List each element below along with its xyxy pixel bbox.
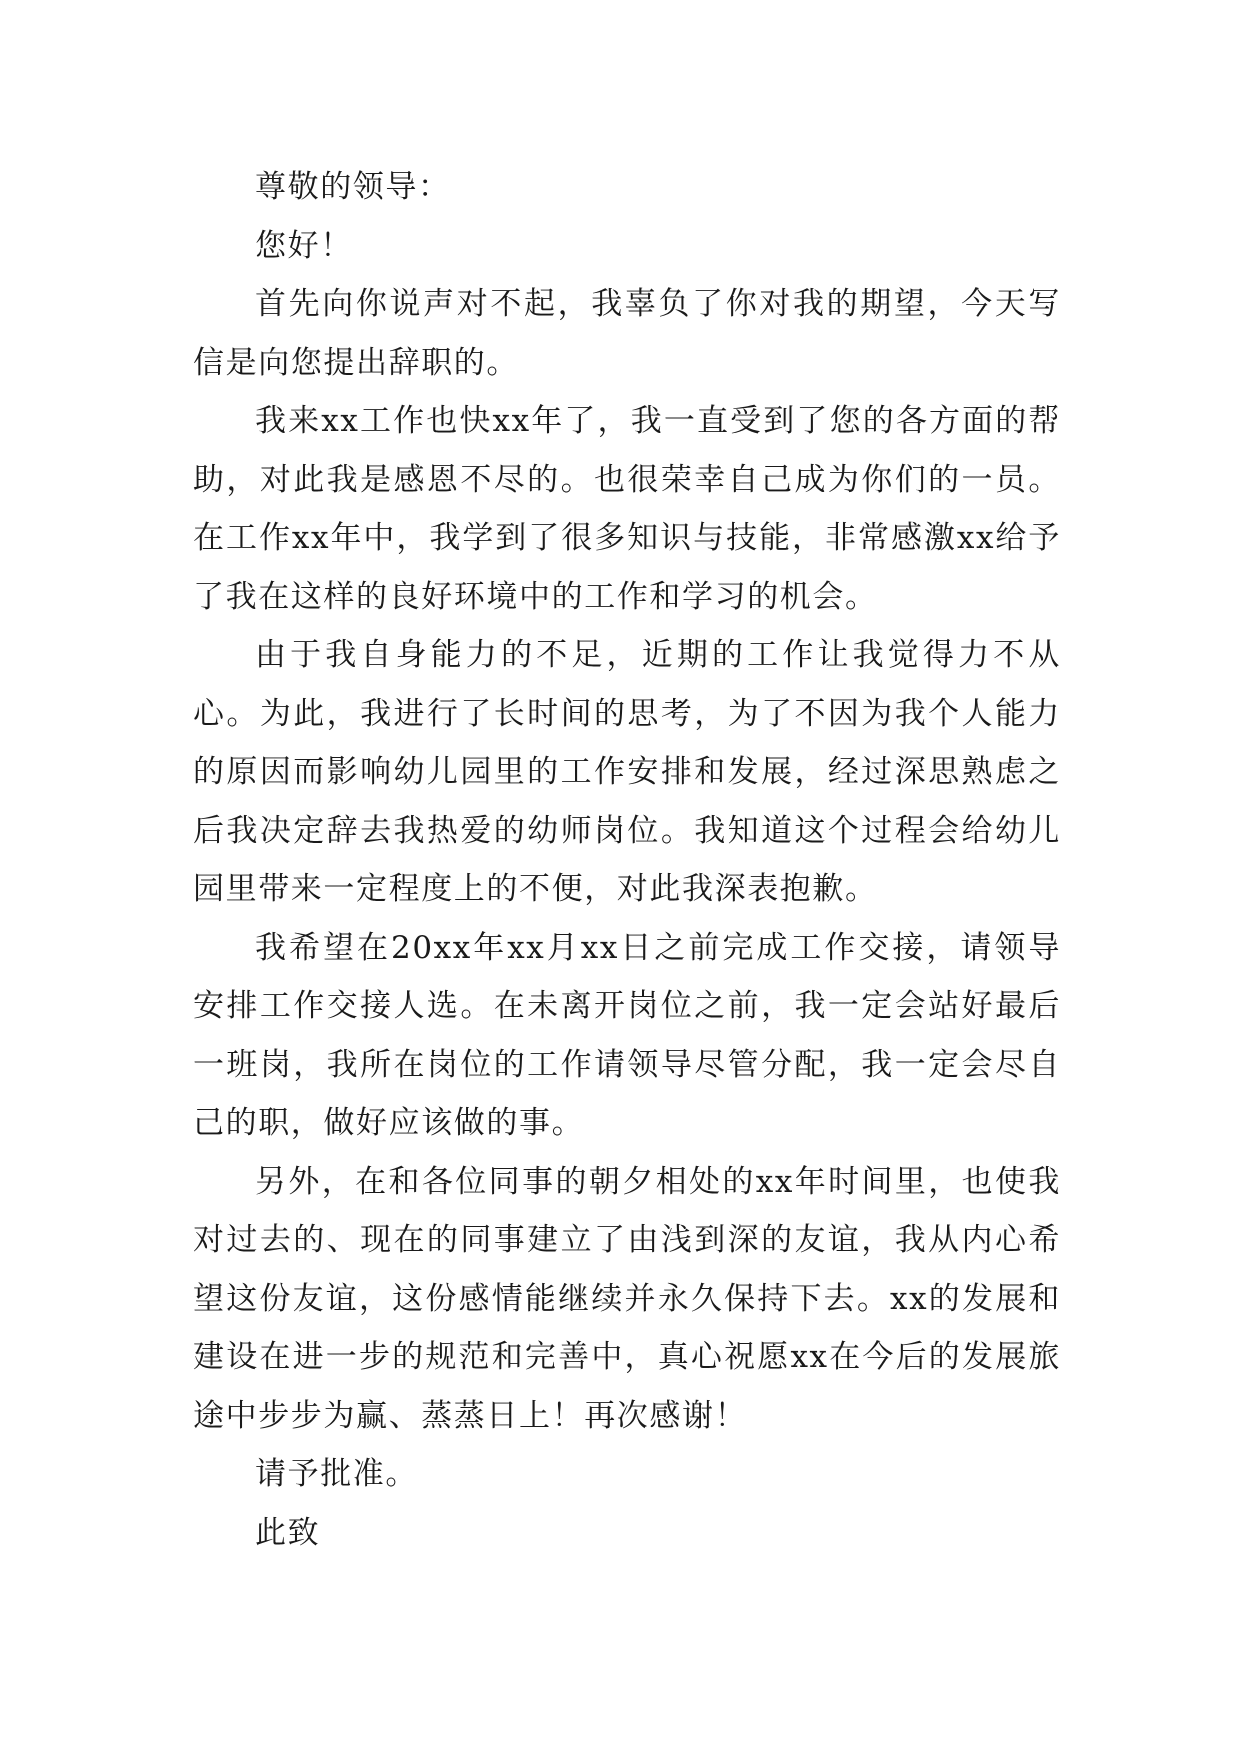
paragraph-handover: 我希望在20xx年xx月xx日之前完成工作交接，请领导安排工作交接人选。在未离开岗位之前，我一定会站好最后一班岗，我所在岗位的工作请领导尽管分配，我一定会尽自己的职，做好应该做的事。	[193, 929, 1061, 1141]
salutation: 尊敬的领导：	[255, 169, 451, 205]
greeting: 您好！	[255, 227, 353, 264]
paragraph-gratitude: 我来xx工作也快xx年了，我一直受到了您的各方面的帮助，对此我是感恩不尽的。也很荣幸自己成为你们的一员。在工作xx年中，我学到了很多知识与技能，非常感激xx给予了我在这样的良好环境中的工作和学习的机会。	[193, 403, 1061, 615]
paragraph-apology: 首先向你说声对不起，我辜负了你对我的期望，今天写信是向您提出辞职的。	[193, 286, 1061, 381]
letter-body	[193, 158, 1061, 1562]
paragraph-wishes: 另外，在和各位同事的朝夕相处的xx年时间里，也使我对过去的、现在的同事建立了由浅到深的友谊，我从内心希望这份友谊，这份感情能继续并永久保持下去。xx的发展和建设在进一步的规范和完善中，真心祝愿xx在今后的发展旅途中步步为赢、蒸蒸日上！再次感谢！	[193, 1163, 1061, 1434]
paragraph-reason: 由于我自身能力的不足，近期的工作让我觉得力不从心。为此，我进行了长时间的思考，为了不因为我个人能力的原因而影响幼儿园里的工作安排和发展，经过深思熟虑之后我决定辞去我热爱的幼师岗位。我知道这个过程会给幼儿园里带来一定程度上的不便，对此我深表抱歉。	[193, 637, 1061, 907]
request-line: 请予批准。	[255, 1456, 418, 1492]
closing-line: 此致	[255, 1514, 321, 1551]
